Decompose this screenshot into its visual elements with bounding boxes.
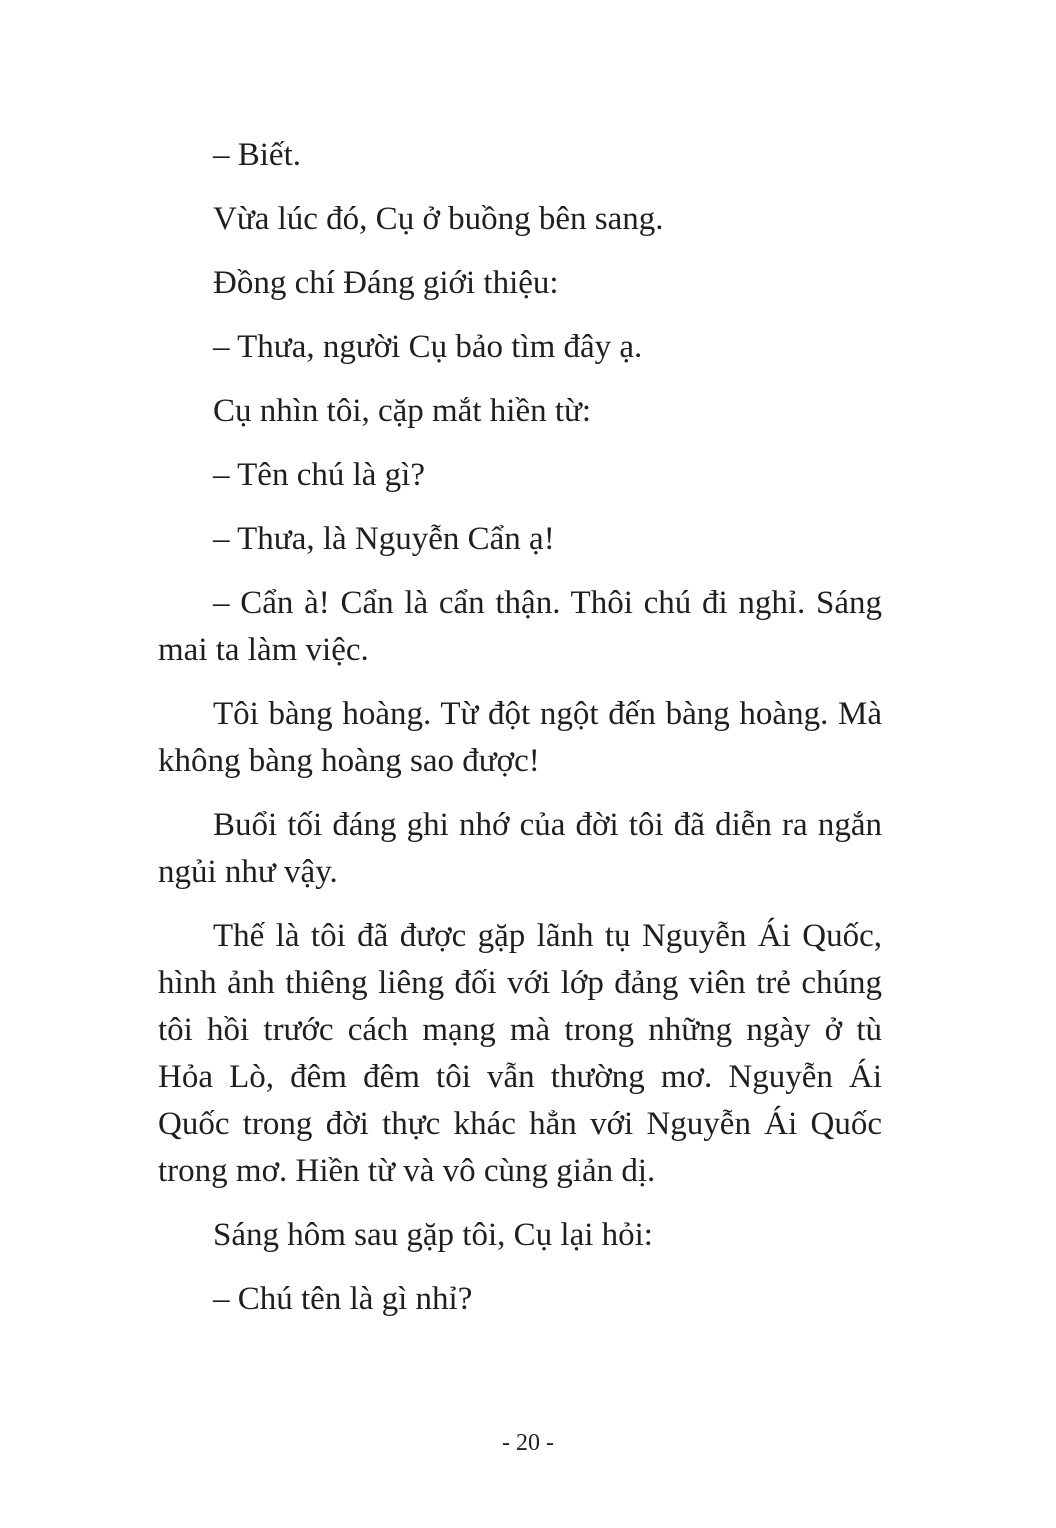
paragraph: Buổi tối đáng ghi nhớ của đời tôi đã diễn ra ngắn ngủi như vậy. (158, 807, 882, 890)
paragraph: Vừa lúc đó, Cụ ở buồng bên sang. (213, 201, 664, 237)
page-body (158, 132, 882, 1340)
paragraph: – Cẩn à! Cẩn là cẩn thận. Thôi chú đi nghỉ. Sáng mai ta làm việc. (158, 585, 882, 668)
paragraph: – Thưa, là Nguyễn Cẩn ạ! (213, 521, 555, 557)
paragraph: Cụ nhìn tôi, cặp mắt hiền từ: (213, 393, 592, 429)
page-number: - 20 - (502, 1430, 554, 1456)
paragraph: Sáng hôm sau gặp tôi, Cụ lại hỏi: (213, 1217, 653, 1253)
paragraph: – Chú tên là gì nhỉ? (213, 1281, 473, 1317)
paragraph: Tôi bàng hoàng. Từ đột ngột đến bàng hoàng. Mà không bàng hoàng sao được! (158, 696, 882, 779)
paragraph: – Tên chú là gì? (213, 457, 425, 493)
paragraph: Đồng chí Đáng giới thiệu: (213, 265, 559, 301)
paragraph: – Thưa, người Cụ bảo tìm đây ạ. (213, 329, 643, 365)
paragraph: – Biết. (213, 137, 301, 173)
paragraph: Thế là tôi đã được gặp lãnh tụ Nguyễn Ái Quốc, hình ảnh thiêng liêng đối với lớp đảng viên trẻ chúng tôi hồi trước cách mạng mà trong những ngày ở tù Hỏa Lò, đêm đêm tôi vẫn thường mơ. Nguyễn Ái Quốc trong đời thực khác hẳn với Nguyễn Ái Quốc trong mơ. Hiền từ và vô cùng giản dị. (158, 918, 882, 1189)
